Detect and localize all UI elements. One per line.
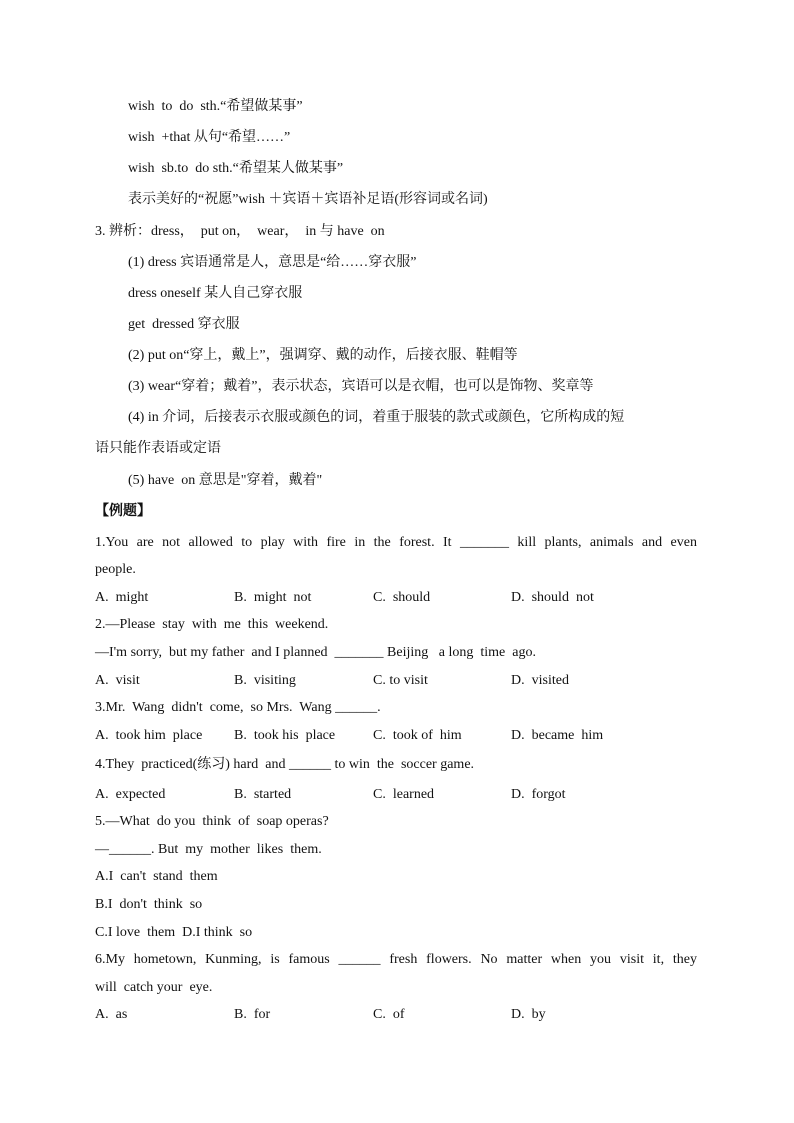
note-dress-2: dress oneself 某人自己穿衣服	[128, 286, 303, 301]
question-3-stem: 3.Mr. Wang didn't come, so Mrs. Wang ______.	[95, 700, 381, 715]
note-dress-1: (1) dress 宾语通常是人，意思是“给……穿衣服”	[128, 255, 417, 270]
question-1-stem: 1.You are not allowed to play with fire in the forest. It _______ kill plants, animals and even	[95, 535, 697, 550]
note-wish-2: wish +that 从句“希望……”	[128, 130, 291, 145]
question-1-stem-cont: people.	[95, 562, 136, 577]
question-6-stem: 6.My hometown, Kunming, is famous ______ fresh flowers. No matter when you visit it, they	[95, 952, 697, 967]
note-wear: (3) wear“穿着；戴着”，表示状态，宾语可以是衣帽，也可以是饰物、奖章等	[128, 379, 594, 394]
question-6-option-d: D. by	[511, 1007, 546, 1022]
question-1-option-c: C. should	[373, 590, 431, 605]
question-3-option-a: A. took him place	[95, 728, 203, 743]
item-3-title: 3. 辨析：dress， put on， wear， in 与 have on	[95, 224, 385, 239]
question-4-stem: 4.They practiced(练习) hard and ______ to win the soccer game.	[95, 757, 475, 772]
note-wish-1: wish to do sth.“希望做某事”	[128, 99, 303, 114]
question-5-option-a: A.I can't stand them	[95, 869, 218, 884]
question-2-stem: 2.—Please stay with me this weekend.	[95, 617, 329, 632]
question-2-reply: —I'm sorry, but my father and I planned _______ Beijing a long time ago.	[95, 645, 536, 660]
note-dress-3: get dressed 穿衣服	[128, 317, 240, 332]
question-5-option-b: B.I don't think so	[95, 897, 203, 912]
note-in-b: 语只能作表语或定语	[95, 441, 221, 456]
question-1-option-b: B. might not	[234, 590, 312, 605]
question-4-option-b: B. started	[234, 787, 292, 802]
note-have-on: (5) have on 意思是"穿着，戴着"	[128, 473, 323, 488]
section-title: 【例题】	[95, 504, 151, 519]
question-6-option-b: B. for	[234, 1007, 271, 1022]
question-5-stem: 5.—What do you think of soap operas?	[95, 814, 329, 829]
question-3-option-c: C. took of him	[373, 728, 462, 743]
note-put-on: (2) put on“穿上，戴上”，强调穿、戴的动作，后接衣服、鞋帽等	[128, 348, 518, 363]
note-wish-3: wish sb.to do sth.“希望某人做某事”	[128, 161, 344, 176]
question-3-option-d: D. became him	[511, 728, 604, 743]
note-wish-4: 表示美好的“祝愿”wish ＋宾语＋宾语补足语(形容词或名词)	[128, 192, 488, 207]
question-6-stem-cont: will catch your eye.	[95, 980, 213, 995]
question-1-option-a: A. might	[95, 590, 149, 605]
question-5-option-c-d: C.I love them D.I think so	[95, 925, 253, 940]
question-2-option-d: D. visited	[511, 673, 569, 688]
question-4-option-d: D. forgot	[511, 787, 566, 802]
question-5-reply: —______. But my mother likes them.	[95, 842, 322, 857]
question-2-option-c: C. to visit	[373, 673, 428, 688]
question-4-option-c: C. learned	[373, 787, 435, 802]
question-2-option-b: B. visiting	[234, 673, 296, 688]
question-6-option-c: C. of	[373, 1007, 405, 1022]
question-6-option-a: A. as	[95, 1007, 128, 1022]
question-2-option-a: A. visit	[95, 673, 140, 688]
question-1-option-d: D. should not	[511, 590, 594, 605]
question-4-option-a: A. expected	[95, 787, 166, 802]
note-in-a: (4) in 介词，后接表示衣服或颜色的词，着重于服装的款式或颜色，它所构成的短	[128, 410, 625, 425]
question-3-option-b: B. took his place	[234, 728, 336, 743]
